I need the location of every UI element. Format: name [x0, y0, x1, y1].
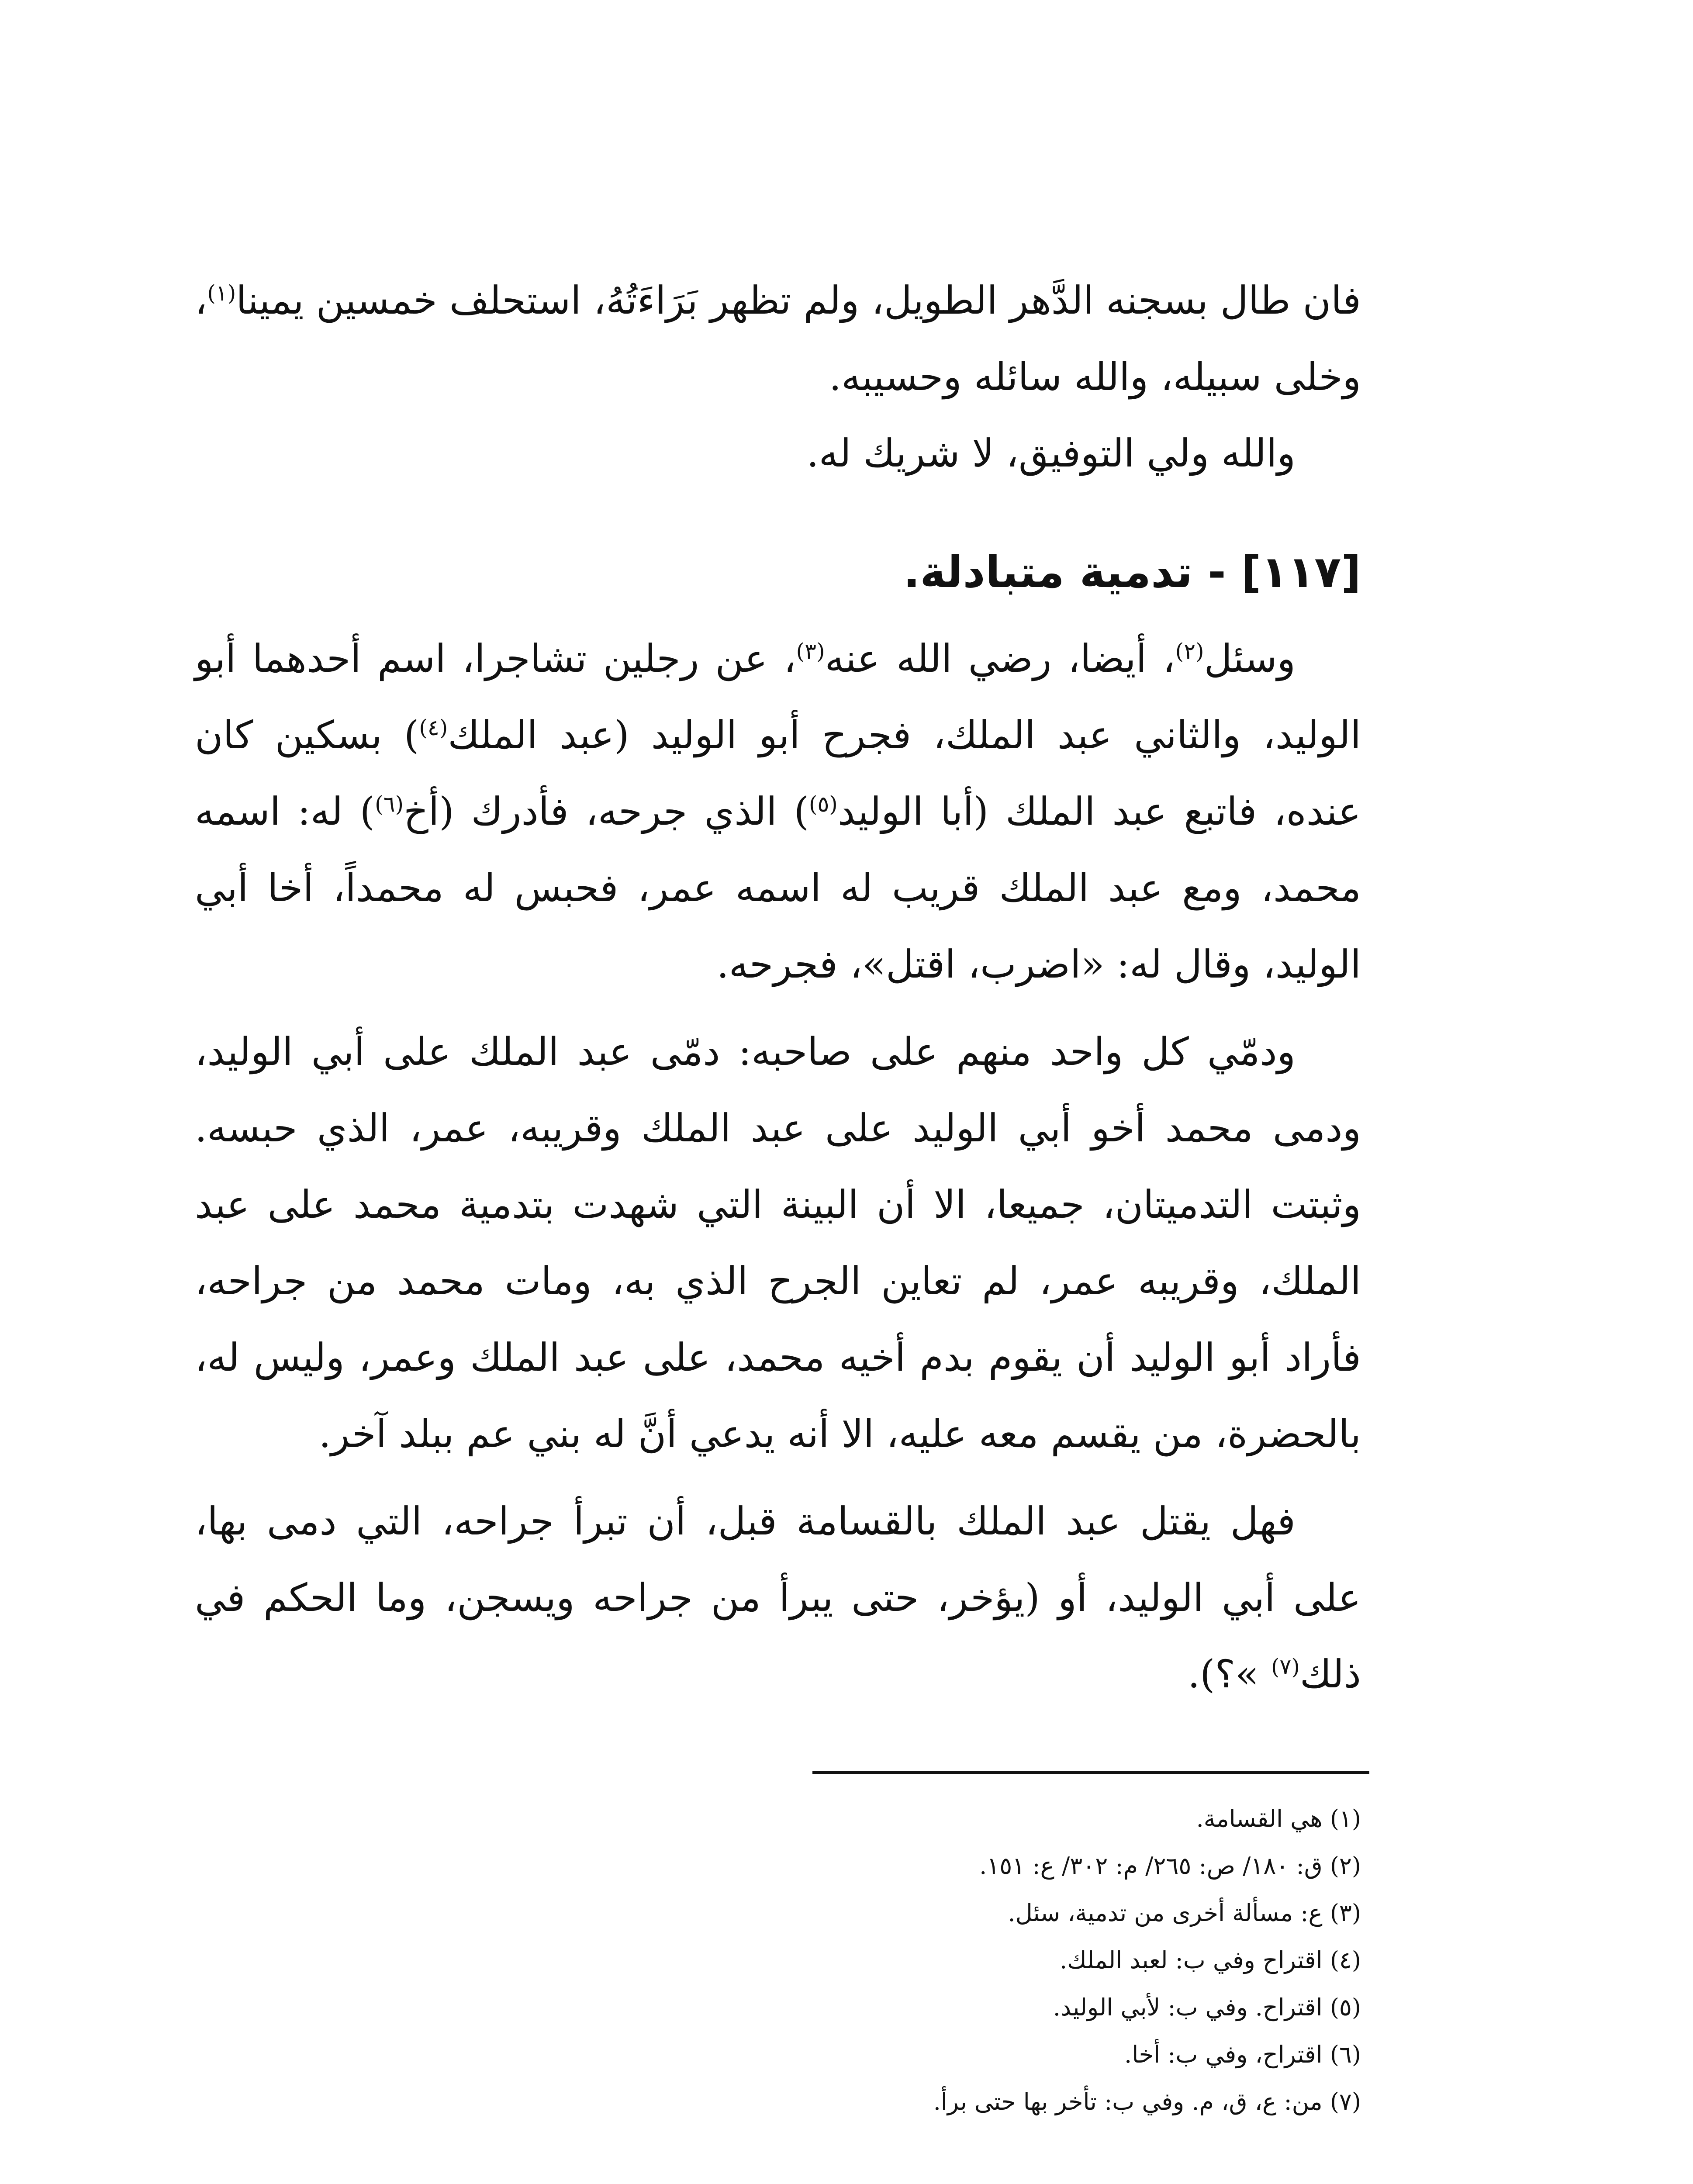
question-paragraph-1 — [195, 620, 1361, 1002]
text-run: ، أيضا، رضي الله عنه — [825, 636, 1175, 681]
footnote-item: (٤) اقتراح وفي ب: لعبد الملك. — [1059, 1946, 1361, 1974]
footnote-ref-7: (٧) — [1271, 1654, 1300, 1679]
footnote-item: (٧) من: ع، ق، م. وفي ب: تأخر بها حتى برأ. — [933, 2088, 1361, 2115]
footnote-item: (٣) ع: مسألة أخرى من تدمية، سئل. — [1008, 1899, 1361, 1927]
footnote-ref-4: (٤) — [419, 715, 448, 740]
intro-paragraph — [195, 262, 1361, 415]
footnote-ref-5: (٥) — [808, 791, 838, 817]
question-paragraph-3 — [195, 1483, 1361, 1712]
intro-section — [195, 262, 1361, 491]
footnote-divider — [812, 1771, 1369, 1774]
question-section — [195, 620, 1361, 1712]
intro-text: فان طال بسجنه الدَّهر الطويل، ولم تظهر بَرَاءَتُهُ، استحلف خمسين يمينا — [236, 278, 1361, 323]
closing-line: والله ولي التوفيق، لا شريك له. — [806, 431, 1296, 476]
question-paragraph-2: ودمّي كل واحد منهم على صاحبه: دمّى عبد الملك على أبي الوليد، ودمى محمد أخو أبي الوليد على عبد الملك وقريبه، عمر، الذي حبسه. وثبتت التدميتان، جميعا، الا أن البينة التي شهدت بتدمية محمد على عبد الملك، وقريبه عمر، لم تعاين الجرح الذي به، ومات محمد من جراحه، فأراد أبو الوليد أن يقوم بدم أخيه محمد، على عبد الملك وعمر، وليس له، بالحضرة، من يقسم معه عليه، الا أنه يدعي أنَّ له بني عم ببلد آخر. — [195, 1029, 1361, 1456]
text-run: ) بسكين كان عنده، فاتبع عبد الملك (أبا الوليد — [195, 712, 1361, 834]
intro-text-end: ، وخلى سبيله، والله سائله وحسيبه. — [195, 278, 1361, 399]
footnote-ref-1: (١) — [207, 280, 236, 306]
footnote-item: (٢) ق: ١٨٠/ ص: ٢٦٥/ م: ٣٠٢/ ع: ١٥١. — [979, 1852, 1361, 1880]
text-run: فهل يقتل عبد الملك بالقسامة قبل، أن تبرأ جراحه، التي دمى بها، على أبي الوليد، أو (يؤخر، حتى يبرأ من جراحه ويسجن، وما الحكم في ذلك — [195, 1499, 1361, 1697]
text-run: وسئل — [1204, 636, 1296, 681]
footnote-ref-6: (٦) — [375, 791, 404, 817]
text-run: ) الذي جرحه، فأدرك (أخ — [403, 789, 809, 834]
footnote-item: (١) هي القسامة. — [1196, 1805, 1361, 1832]
text-run: ) له: اسمه محمد، ومع عبد الملك قريب له اسمه عمر، فحبس له محمداً، أخا أبي الوليد، وقال له: «اضرب، اقتل»، فجرحه. — [195, 789, 1361, 987]
footnote-ref-3: (٣) — [796, 639, 825, 664]
footnote-item: (٥) اقتراح. وفي ب: لأبي الوليد. — [1053, 1994, 1361, 2021]
footnote-item: (٦) اقتراح، وفي ب: أخا. — [1124, 2041, 1361, 2068]
text-run: ، عن رجلين تشاجرا، اسم أحدهما أبو الوليد، والثاني عبد الملك، فجرح أبو الوليد (عبد الملك — [195, 636, 1361, 757]
footnote-ref-2: (٢) — [1175, 639, 1204, 664]
footnotes-list — [444, 1795, 1361, 2125]
text-run: »؟). — [1188, 1652, 1271, 1697]
section-heading: [١١٧] - تدمية متبادلة. — [903, 546, 1361, 598]
